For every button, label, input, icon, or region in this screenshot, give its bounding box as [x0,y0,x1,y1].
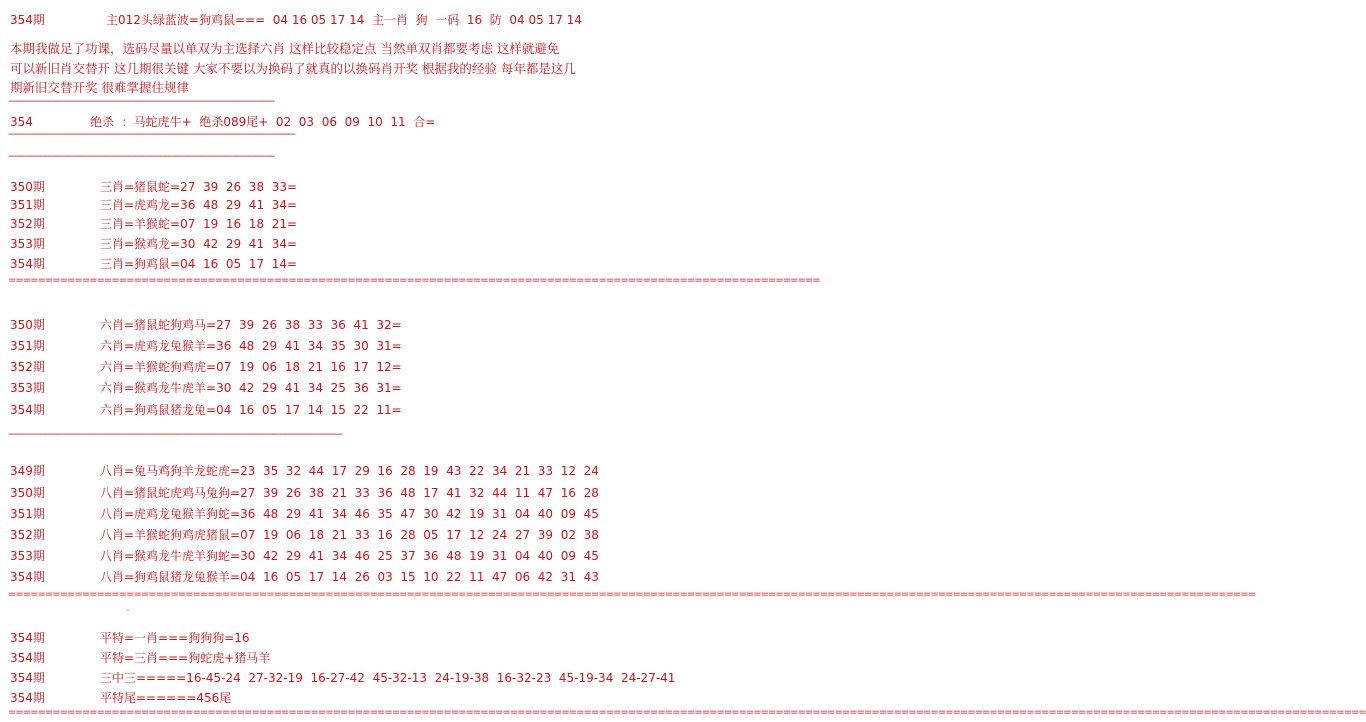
separator: -------------------------------------------------------------------------------------------------------------------------------- [8,429,342,440]
separator: -------------------------------------------------------------------------------------------------------------- [8,129,295,140]
six-period: 353期 [10,381,45,395]
eight-text: 八肖=猪鼠蛇虎鸡马兔狗=27 39 26 38 21 33 36 48 17 41 32 44 11 47 16 28 [100,486,599,500]
three-period: 354期 [10,257,45,271]
separator: ------------------------------------------------------------------------------------------------------ [8,151,275,162]
intro-line-1: 本期我做足了功课，选码尽量以单双为主选择六肖 这样比较稳定点 当然单双肖都要考虑 这样就避免 [10,41,560,56]
six-text: 六肖=虎鸡龙兔猴羊=36 48 29 41 34 35 30 31= [100,339,402,353]
intro-line-2: 可以新旧肖交替开 这几期很关键 大家不要以为换码了就真的以换码肖开奖 根据我的经验 每年都是这几 [10,61,576,76]
eight-text: 八肖=羊猴蛇狗鸡虎猪鼠=07 19 06 18 21 33 16 28 05 17 12 24 27 39 02 38 [100,528,599,542]
special-text: 平特=一肖===狗狗狗=16 [100,631,250,645]
eight-text: 八肖=狗鸡鼠猪龙兔猴羊=04 16 05 17 14 26 03 15 10 22 11 47 06 42 31 43 [100,570,599,584]
header-text: 主012头绿蓝波=狗鸡鼠=== 04 16 05 17 14 主一肖 狗 一码 16 防 04 05 17 14 [106,13,582,27]
eight-period: 352期 [10,528,45,542]
special-text: 平特=三肖===狗蛇虎+猪马羊 [100,651,271,665]
kill-text: 绝杀 ：马蛇虎牛+ 绝杀089尾+ 02 03 06 09 10 11 合= [90,115,436,129]
eight-text: 八肖=猴鸡龙牛虎羊狗蛇=30 42 29 41 34 46 25 37 36 48 19 31 04 40 09 45 [100,549,599,563]
eight-text: 八肖=兔马鸡狗羊龙蛇虎=23 35 32 44 17 29 16 28 19 43 22 34 21 33 12 24 [100,464,599,478]
separator: ========================================================================================================================================================================= [8,589,1256,600]
three-text: 三肖=猴鸡龙=30 42 29 41 34= [100,237,298,251]
three-text: 三肖=狗鸡鼠=04 16 05 17 14= [100,257,298,271]
special-period: 354期 [10,651,45,665]
eight-period: 351期 [10,507,45,521]
six-text: 六肖=猴鸡龙牛虎羊=30 42 29 41 34 25 36 31= [100,381,402,395]
header-period: 354期 [10,13,45,27]
separator: ============================================================================================================== [8,275,820,286]
three-period: 350期 [10,180,45,194]
special-period: 354期 [10,631,45,645]
eight-period: 350期 [10,486,45,500]
separator: ------------------------------------------------------------------------------------------------------ [8,96,275,107]
three-text: 三肖=猪鼠蛇=27 39 26 38 33= [100,180,298,194]
six-period: 352期 [10,360,45,374]
separator: ======================================================================================================================================================================================== [8,707,1366,718]
three-period: 352期 [10,217,45,231]
eight-text: 八肖=虎鸡龙兔猴羊狗蛇=36 48 29 41 34 46 35 47 30 42 19 31 04 40 09 45 [100,507,599,521]
special-text: 三中三=====16-45-24 27-32-19 16-27-42 45-32-13 24-19-38 16-32-23 45-19-34 24-27-41 [100,671,676,685]
special-period: 354期 [10,671,45,685]
kill-period: 354 [10,115,33,129]
six-text: 六肖=猪鼠蛇狗鸡马=27 39 26 38 33 36 41 32= [100,318,402,332]
intro-line-3: 期新旧交替开奖 很难掌握住规律 [10,80,189,95]
special-period: 354期 [10,691,45,705]
six-period: 350期 [10,318,45,332]
eight-period: 349期 [10,464,45,478]
six-text: 六肖=羊猴蛇狗鸡虎=07 19 06 18 21 16 17 12= [100,360,402,374]
eight-period: 354期 [10,570,45,584]
six-period: 351期 [10,339,45,353]
three-text: 三肖=虎鸡龙=36 48 29 41 34= [100,198,298,212]
eight-period: 353期 [10,549,45,563]
six-text: 六肖=狗鸡鼠猪龙兔=04 16 05 17 14 15 22 11= [100,403,402,417]
six-period: 354期 [10,403,45,417]
special-text: 平特尾======456尾 [100,691,232,705]
three-period: 351期 [10,198,45,212]
three-period: 353期 [10,237,45,251]
scan-speck [127,609,129,611]
three-text: 三肖=羊猴蛇=07 19 16 18 21= [100,217,298,231]
